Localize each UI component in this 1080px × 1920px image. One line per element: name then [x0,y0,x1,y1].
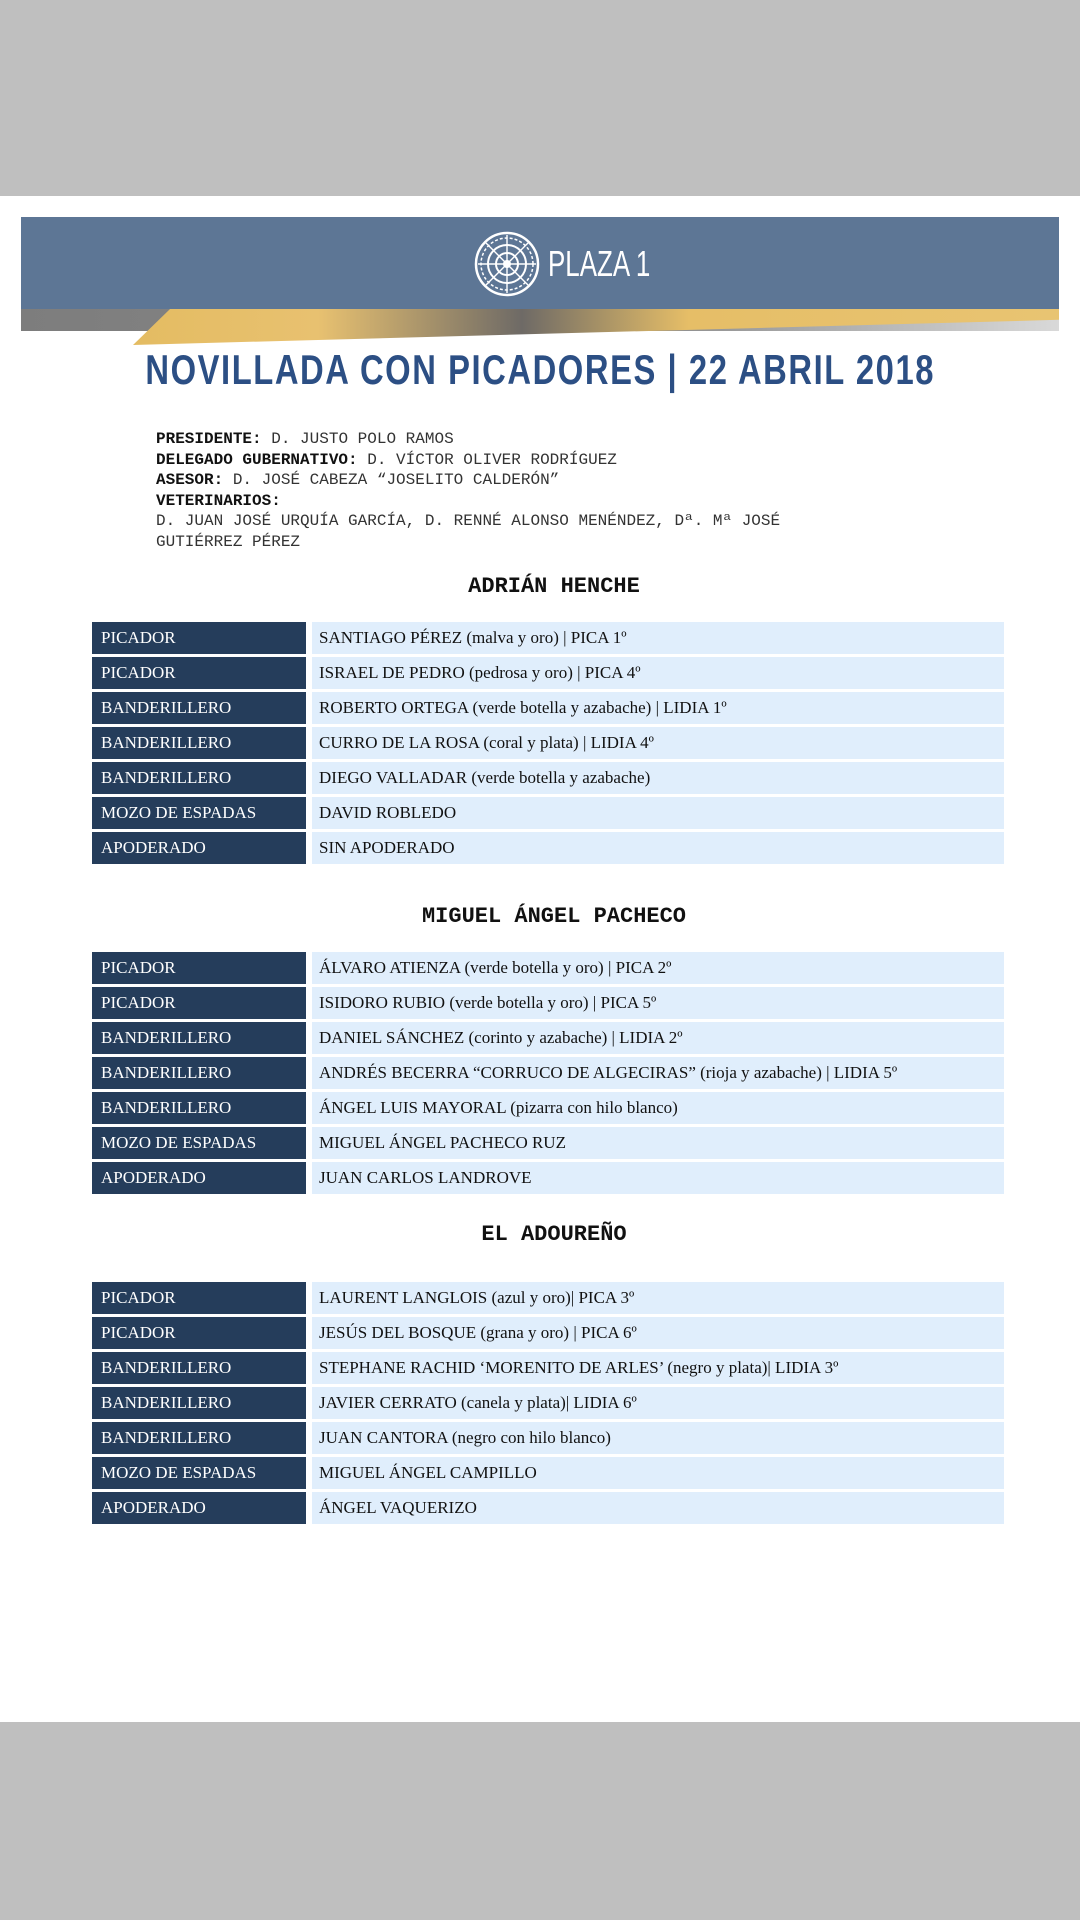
table-row [92,797,1004,829]
plaza-logo [474,228,690,300]
role-cell: BANDERILLERO [92,1352,306,1384]
table-row [92,1317,1004,1349]
role-cell: PICADOR [92,657,306,689]
table-row [92,1387,1004,1419]
role-cell: PICADOR [92,622,306,654]
role-cell: MOZO DE ESPADAS [92,1457,306,1489]
veterinarios-label: VETERINARIOS: [156,491,281,510]
table-row [92,952,1004,984]
table-row [92,1057,1004,1089]
role-cell: MOZO DE ESPADAS [92,797,306,829]
person-cell: DANIEL SÁNCHEZ (corinto y azabache) | LIDIA 2º [312,1022,1004,1054]
person-cell: ISRAEL DE PEDRO (pedrosa y oro) | PICA 4º [312,657,1004,689]
person-cell: ÁLVARO ATIENZA (verde botella y oro) | PICA 2º [312,952,1004,984]
role-cell: PICADOR [92,1317,306,1349]
person-cell: JAVIER CERRATO (canela y plata)| LIDIA 6º [312,1387,1004,1419]
person-cell: JESÚS DEL BOSQUE (grana y oro) | PICA 6º [312,1317,1004,1349]
logo-text: PLAZA 1 [548,243,651,284]
person-cell: ÁNGEL LUIS MAYORAL (pizarra con hilo blanco) [312,1092,1004,1124]
role-cell: BANDERILLERO [92,762,306,794]
role-cell: APODERADO [92,1162,306,1194]
page-title: NOVILLADA CON PICADORES | 22 ABRIL 2018 [145,346,935,393]
table-row [92,1127,1004,1159]
person-cell: SANTIAGO PÉREZ (malva y oro) | PICA 1º [312,622,1004,654]
person-cell: MIGUEL ÁNGEL PACHECO RUZ [312,1127,1004,1159]
person-cell: ÁNGEL VAQUERIZO [312,1492,1004,1524]
table-row [92,1492,1004,1524]
delegado-line: DELEGADO GUBERNATIVO: D. VÍCTOR OLIVER RODRÍGUEZ [156,450,617,469]
veterinarios-line-2: GUTIÉRREZ PÉREZ [156,532,301,551]
person-cell: CURRO DE LA ROSA (coral y plata) | LIDIA 4º [312,727,1004,759]
person-cell: DAVID ROBLEDO [312,797,1004,829]
crew-table [92,622,1004,867]
rosette-icon [474,231,540,297]
role-cell: BANDERILLERO [92,1422,306,1454]
table-row [92,1022,1004,1054]
crew-table [92,1282,1004,1527]
table-row [92,692,1004,724]
role-cell: APODERADO [92,832,306,864]
role-cell: BANDERILLERO [92,1057,306,1089]
person-cell: LAURENT LANGLOIS (azul y oro)| PICA 3º [312,1282,1004,1314]
table-row [92,1282,1004,1314]
table-row [92,762,1004,794]
table-row [92,1162,1004,1194]
torero-name: MIGUEL ÁNGEL PACHECO [421,904,687,929]
presidente-line: PRESIDENTE: D. JUSTO POLO RAMOS [156,430,454,448]
table-row [92,1422,1004,1454]
table-row [92,1092,1004,1124]
person-cell: ANDRÉS BECERRA “CORRUCO DE ALGECIRAS” (rioja y azabache) | LIDIA 5º [312,1057,1004,1089]
table-row [92,832,1004,864]
person-cell: MIGUEL ÁNGEL CAMPILLO [312,1457,1004,1489]
role-cell: APODERADO [92,1492,306,1524]
role-cell: PICADOR [92,952,306,984]
table-row [92,622,1004,654]
veterinarios-line-1: D. JUAN JOSÉ URQUÍA GARCÍA, D. RENNÉ ALONSO MENÉNDEZ, Dª. Mª JOSÉ [156,512,781,530]
torero-name: EL ADOUREÑO [481,1222,627,1247]
table-row [92,727,1004,759]
role-cell: MOZO DE ESPADAS [92,1127,306,1159]
person-cell: JUAN CANTORA (negro con hilo blanco) [312,1422,1004,1454]
person-cell: ROBERTO ORTEGA (verde botella y azabache) | LIDIA 1º [312,692,1004,724]
document-page [0,196,1080,1722]
officials-block [156,429,976,552]
role-cell: PICADOR [92,987,306,1019]
person-cell: ISIDORO RUBIO (verde botella y oro) | PICA 5º [312,987,1004,1019]
table-row [92,1352,1004,1384]
table-row [92,1457,1004,1489]
person-cell: SIN APODERADO [312,832,1004,864]
role-cell: BANDERILLERO [92,727,306,759]
table-row [92,987,1004,1019]
role-cell: BANDERILLERO [92,1022,306,1054]
person-cell: DIEGO VALLADAR (verde botella y azabache) [312,762,1004,794]
table-row [92,657,1004,689]
torero-name: ADRIÁN HENCHE [468,574,640,599]
role-cell: BANDERILLERO [92,692,306,724]
role-cell: BANDERILLERO [92,1387,306,1419]
role-cell: PICADOR [92,1282,306,1314]
person-cell: JUAN CARLOS LANDROVE [312,1162,1004,1194]
person-cell: STEPHANE RACHID ‘MORENITO DE ARLES’ (negro y plata)| LIDIA 3º [312,1352,1004,1384]
role-cell: BANDERILLERO [92,1092,306,1124]
asesor-line: ASESOR: D. JOSÉ CABEZA “JOSELITO CALDERÓN” [156,471,560,489]
crew-table [92,952,1004,1197]
